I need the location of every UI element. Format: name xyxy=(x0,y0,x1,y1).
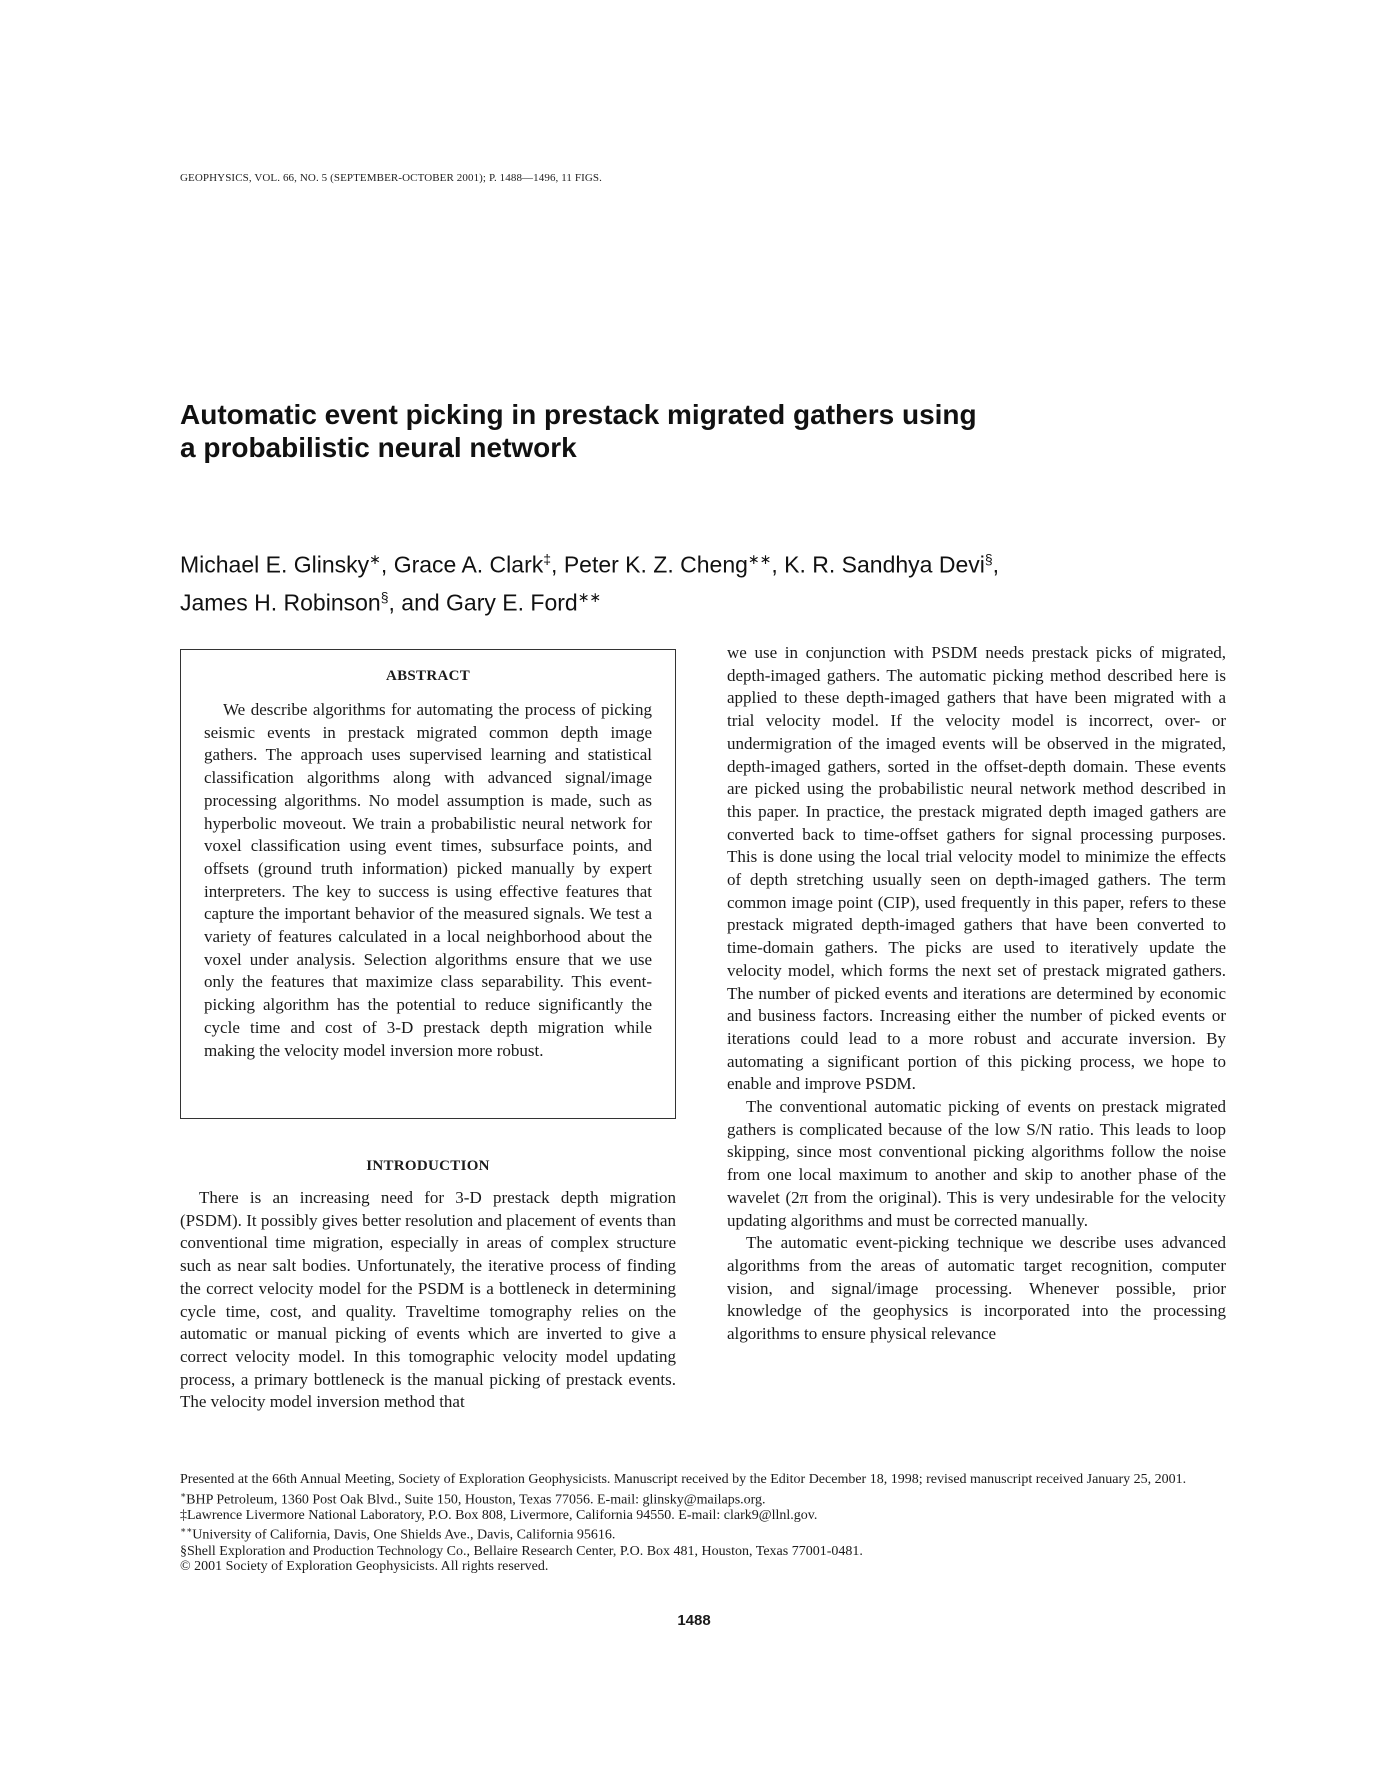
right-column xyxy=(727,642,1226,1346)
author-list xyxy=(180,543,1180,618)
page-number: 1488 xyxy=(677,1612,711,1629)
affiliation-mark: § xyxy=(984,551,993,567)
author-name: James H. Robinson xyxy=(180,589,381,616)
author-name: Grace A. Clark xyxy=(393,551,544,578)
author-line-2: James H. Robinson§, and Gary E. Ford∗∗ xyxy=(180,588,602,616)
footnote-ucdavis: ∗∗University of California, Davis, One Shields Ave., Davis, California 95616. xyxy=(180,1525,616,1544)
author-name: Peter K. Z. Cheng xyxy=(563,551,748,578)
author-name: K. R. Sandhya Devi xyxy=(784,551,985,578)
author-line-1: Michael E. Glinsky∗, Grace A. Clark‡, Peter K. Z. Cheng∗∗, K. R. Sandhya Devi§, xyxy=(180,551,1000,578)
affiliation-mark: ∗∗ xyxy=(577,588,602,605)
footnote-bhp: ∗BHP Petroleum, 1360 Post Oak Blvd., Suite 150, Houston, Texas 77056. E-mail: glinsky@mailaps.org. xyxy=(180,1489,766,1508)
footnote-llnl: ‡Lawrence Livermore National Laboratory, P.O. Box 808, Livermore, California 94550. E-mail: clark9@llnl.gov. xyxy=(180,1507,818,1523)
footnote-mark: ∗ xyxy=(180,1489,187,1500)
affiliation-mark: § xyxy=(380,588,389,605)
author-name: Gary E. Ford xyxy=(446,589,578,616)
introduction-paragraph-2: The conventional automatic picking of events on prestack migrated gathers is complicated because of the low S/N ratio. This leads to loop skipping, since most conventional picking algorithms follow the noise from one local maximum to another and skip to another phase of the wavelet (2π from the original). This is very undesirable for the velocity updating algorithms and must be corrected manually. xyxy=(727,1097,1226,1230)
introduction-paragraph-3: The automatic event-picking technique we describe uses advanced algorithms from the areas of automatic target recognition, computer vision, and signal/image processing. Whenever possible, prior knowledge of the geophysics is incorporated into the processing algorithms to ensure physical relevance xyxy=(727,1233,1226,1344)
footnotes xyxy=(180,1472,1226,1575)
footnote-copyright: © 2001 Society of Exploration Geophysicists. All rights reserved. xyxy=(180,1559,549,1575)
introduction-paragraph-1: There is an increasing need for 3-D prestack depth migration (PSDM). It possibly gives better resolution and placement of events than conventional time migration, especially in areas of complex structure such as near salt bodies. Unfortunately, the iterative process of finding the correct velocity model for the PSDM is a bottleneck in determining cycle time, cost, and quality. Traveltime tomography relies on the automatic or manual picking of events which are inverted to give a correct velocity model. In this tomographic velocity model updating process, a primary bottleneck is the manual picking of prestack events. The velocity model inversion method that xyxy=(180,1188,676,1412)
article-title xyxy=(180,398,1080,464)
affiliation-mark: ‡ xyxy=(543,551,552,567)
abstract-box xyxy=(180,649,676,1119)
footnote-presented: Presented at the 66th Annual Meeting, Society of Exploration Geophysicists. Manuscript received by the Editor December 18, 1998; revised manuscript received January 25, 2001. xyxy=(180,1472,1187,1487)
abstract-text: We describe algorithms for automating the process of picking seismic events in prestack migrated common depth image gathers. The approach uses supervised learning and statistical classification algorithms along with advanced signal/image processing algorithms. No model assumption is made, such as hyperbolic moveout. We train a probabilistic neural network for voxel classification using event times, subsurface points, and offsets (ground truth information) picked manually by expert interpreters. The key to success is using effective features that capture the important behavior of the measured signals. We test a variety of features calculated in a local neighborhood about the voxel under analysis. Selection algorithms ensure that we use only the features that maximize class separability. This event-picking algorithm has the potential to reduce significantly the cycle time and cost of 3-D prestack depth migration while making the velocity model inversion more robust. xyxy=(204,700,652,1060)
introduction-heading: INTRODUCTION xyxy=(366,1158,490,1174)
footnote-shell: §Shell Exploration and Production Technology Co., Bellaire Research Center, P.O. Box 481, Houston, Texas 77001-0481. xyxy=(180,1543,863,1559)
introduction-paragraph-1-continued: we use in conjunction with PSDM needs prestack picks of migrated, depth-imaged gathers. The automatic picking method described here is applied to these depth-imaged gathers that have been migrated with a trial velocity model. If the velocity model is incorrect, over- or undermigration of the imaged events will be observed in the migrated, depth-imaged gathers, sorted in the offset-depth domain. These events are picked using the probabilistic neural network method described in this paper. In practice, the prestack migrated depth imaged gathers are converted back to time-offset gathers for signal processing purposes. This is done using the local trial velocity model to minimize the effects of depth stretching usually seen on depth-imaged gathers. The term common image point (CIP), used frequently in this paper, refers to these prestack migrated depth-imaged gathers that have been converted to time-domain gathers. The picks are used to iteratively update the velocity model, which forms the next set of prestack migrated gathers. The number of picked events and iterations are determined by economic and business factors. Increasing either the number of picked events or iterations could lead to a more robust and accurate inversion. By automating a significant portion of this picking process, we hope to enable and improve PSDM. xyxy=(727,643,1226,1094)
affiliation-mark: ∗ xyxy=(369,551,381,567)
title-line-2: a probabilistic neural network xyxy=(180,432,577,463)
author-name: Michael E. Glinsky xyxy=(180,551,370,578)
title-line-1: Automatic event picking in prestack migrated gathers using xyxy=(180,399,977,430)
affiliation-mark: ∗∗ xyxy=(747,551,772,567)
abstract-heading: ABSTRACT xyxy=(385,668,471,684)
running-head: GEOPHYSICS, VOL. 66, NO. 5 (SEPTEMBER-OCTOBER 2001); P. 1488—1496, 11 FIGS. xyxy=(180,172,602,184)
footnote-mark: ∗∗ xyxy=(180,1525,193,1536)
